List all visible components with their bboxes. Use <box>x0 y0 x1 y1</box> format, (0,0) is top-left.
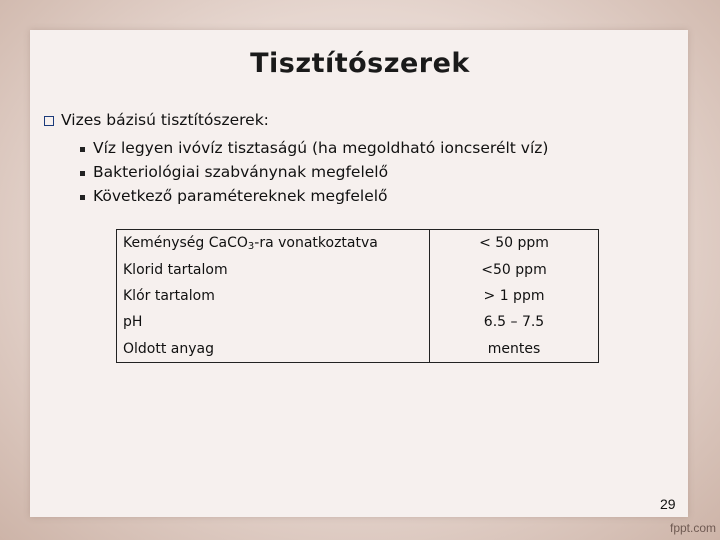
table-row <box>117 283 599 309</box>
table-row <box>117 309 599 335</box>
bullet-item <box>80 139 548 157</box>
table-cell-value: 6.5 – 7.5 <box>483 314 545 331</box>
table-row <box>117 256 599 282</box>
checkbox-bullet-icon <box>44 116 54 126</box>
table-row <box>117 336 599 363</box>
table-cell-value: < 50 ppm <box>479 235 549 252</box>
bullet-text: Következő paramétereknek megfelelő <box>93 187 388 205</box>
intro-line <box>44 111 269 129</box>
bullet-text: Víz legyen ivóvíz tisztaságú (ha megoldható ioncserélt víz) <box>93 139 549 157</box>
table-row <box>117 230 599 257</box>
square-bullet-icon <box>80 171 85 176</box>
watermark: fppt.com <box>670 521 717 535</box>
parameters-table <box>116 229 599 363</box>
table-cell-value: > 1 ppm <box>483 287 545 304</box>
table-cell-value: mentes <box>487 340 541 357</box>
table-cell-label: Klór tartalom <box>117 283 430 309</box>
bullet-item <box>80 187 388 205</box>
table-cell-label: Keménység CaCO$_3$-ra vonatkoztatva <box>117 230 430 257</box>
square-bullet-icon <box>80 147 85 152</box>
bullet-item <box>80 163 388 181</box>
intro-text: Vizes bázisú tisztítószerek: <box>61 111 269 129</box>
page-number: 29 <box>660 496 676 512</box>
bullet-text: Bakteriológiai szabványnak megfelelő <box>93 163 389 181</box>
slide-title: Tisztítószerek <box>250 48 470 79</box>
square-bullet-icon <box>80 195 85 200</box>
table-cell-label: Oldott anyag <box>117 336 430 363</box>
table-cell-value: <50 ppm <box>481 261 547 278</box>
table-cell-label: pH <box>117 309 430 335</box>
table-cell-label: Klorid tartalom <box>117 256 430 282</box>
